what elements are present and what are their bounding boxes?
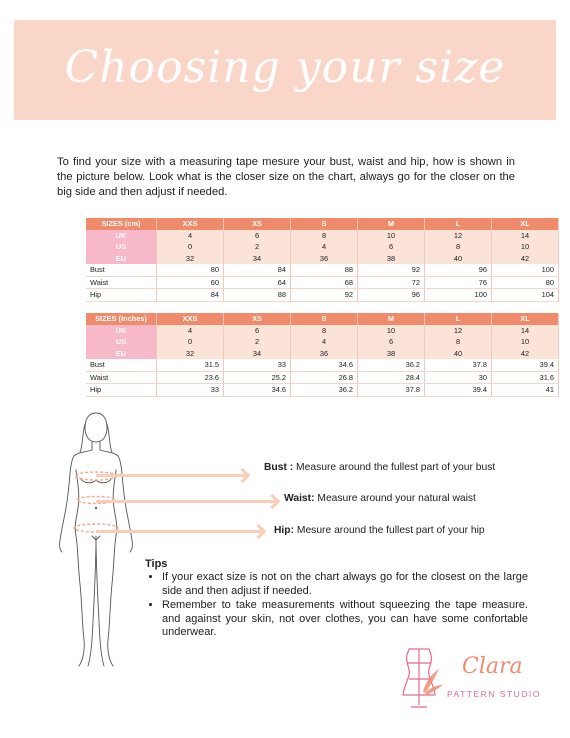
table-cell: 4 [291,336,358,348]
tips-title: Tips [145,558,168,570]
table-cell: 2 [224,241,291,253]
hip-label: Hip: [274,525,295,536]
dress-form-logo-icon [393,645,445,709]
table-cell: 31.6 [492,371,559,384]
header-cell: XS [224,218,291,230]
table-cell: 8 [425,336,492,348]
table-cell: 60 [157,276,224,289]
table-cell: 37.8 [425,359,492,371]
header-cell: L [425,218,492,230]
row-label: UK [86,230,157,242]
row-label: US [86,241,157,253]
header-cell: XL [492,313,559,325]
size-header-row [86,313,559,325]
measurement-row [86,276,559,289]
table-cell: 100 [492,264,559,276]
bust-text: Measure around the fullest part of your bust [293,462,496,473]
waist-arrow [96,500,276,503]
size-system-row [86,325,559,337]
table-cell: 8 [291,325,358,337]
table-cell: 10 [492,241,559,253]
table-cell: 88 [224,289,291,302]
row-label: Bust [86,264,157,276]
header-cell: SIZES (cm) [86,218,157,230]
measurement-row [86,371,559,384]
table-cell: 14 [492,325,559,337]
hip-arrow [96,530,262,533]
table-cell: 10 [358,325,425,337]
table-cell: 92 [358,264,425,276]
table-cell: 80 [492,276,559,289]
waist-text: Measure around your natural waist [314,493,476,504]
row-label: Bust [86,359,157,371]
table-cell: 34.6 [224,384,291,397]
table-cell: 39.4 [492,359,559,371]
bust-arrow [96,474,246,477]
measurement-row [86,384,559,397]
table-cell: 0 [157,241,224,253]
row-label: EU [86,348,157,360]
table-cell: 31.5 [157,359,224,371]
table-cell: 25.2 [224,371,291,384]
table-cell: 32 [157,253,224,265]
table-cell: 8 [291,230,358,242]
table-cell: 34.6 [291,359,358,371]
table-cell: 6 [224,325,291,337]
table-cell: 30 [425,371,492,384]
table-cell: 39.4 [425,384,492,397]
table-cell: 72 [358,276,425,289]
table-cell: 38 [358,253,425,265]
table-cell: 37.8 [358,384,425,397]
table-cell: 23.6 [157,371,224,384]
table-cell: 64 [224,276,291,289]
row-label: Waist [86,371,157,384]
table-cell: 38 [358,348,425,360]
tips-list [148,571,528,641]
brand-name: Clara [462,654,523,679]
hip-instruction [274,525,485,536]
table-cell: 84 [157,289,224,302]
size-table-inches [86,313,559,397]
header-cell: XL [492,218,559,230]
table-cell: 96 [358,289,425,302]
table-cell: 4 [291,241,358,253]
table-cell: 6 [358,241,425,253]
header-cell: L [425,313,492,325]
table-cell: 34 [224,253,291,265]
header-cell: XXS [157,313,224,325]
table-cell: 32 [157,348,224,360]
table-cell: 10 [358,230,425,242]
tip-item: • Remember to take measurements without squeezing the tape measure. and against your skin, not over clothes, you can have some confortable underwear. [162,599,528,640]
measurement-row [86,289,559,302]
row-label: US [86,336,157,348]
hip-text: Mesure around the fullest part of your hip [294,525,485,536]
table-cell: 6 [358,336,425,348]
size-system-row [86,348,559,360]
table-cell: 4 [157,325,224,337]
size-system-row [86,230,559,242]
header-cell: S [291,313,358,325]
table-cell: 36.2 [358,359,425,371]
table-cell: 28.4 [358,371,425,384]
table-cell: 104 [492,289,559,302]
header-cell: XS [224,313,291,325]
table-cell: 10 [492,336,559,348]
size-system-row [86,336,559,348]
table-cell: 12 [425,325,492,337]
table-cell: 76 [425,276,492,289]
bust-label: Bust : [264,462,294,473]
title-banner [14,20,556,120]
table-cell: 80 [157,264,224,276]
table-cell: 33 [224,359,291,371]
table-cell: 33 [157,384,224,397]
measurement-row [86,359,559,371]
table-cell: 36 [291,348,358,360]
bust-instruction [264,462,495,473]
header-cell: S [291,218,358,230]
table-cell: 92 [291,289,358,302]
row-label: UK [86,325,157,337]
table-cell: 68 [291,276,358,289]
table-cell: 41 [492,384,559,397]
size-system-row [86,241,559,253]
size-header-row [86,218,559,230]
table-cell: 26.8 [291,371,358,384]
table-cell: 96 [425,264,492,276]
table-cell: 12 [425,230,492,242]
row-label: Hip [86,289,157,302]
brand-subtitle: PATTERN STUDIO [447,689,541,699]
tip-item: • If your exact size is not on the chart always go for the closest on the large side and then adjust if needed. [162,571,528,598]
table-cell: 42 [492,253,559,265]
table-cell: 0 [157,336,224,348]
header-cell: M [358,218,425,230]
table-cell: 40 [425,348,492,360]
table-cell: 36.2 [291,384,358,397]
table-cell: 100 [425,289,492,302]
header-cell: M [358,313,425,325]
table-cell: 8 [425,241,492,253]
row-label: EU [86,253,157,265]
size-system-row [86,253,559,265]
intro-paragraph: To find your size with a measuring tape mesure your bust, waist and hip, how is shown in the picture below. Look what is the closer size on the chart, always go for the closer on the big side and then adjust if needed. [57,156,515,198]
table-cell: 14 [492,230,559,242]
table-cell: 40 [425,253,492,265]
header-cell: XXS [157,218,224,230]
header-cell: SIZES (Inches) [86,313,157,325]
table-cell: 4 [157,230,224,242]
table-cell: 6 [224,230,291,242]
waist-instruction [284,493,476,504]
table-cell: 36 [291,253,358,265]
table-cell: 34 [224,348,291,360]
table-cell: 88 [291,264,358,276]
table-cell: 42 [492,348,559,360]
body-figure-illustration [52,408,140,672]
row-label: Waist [86,276,157,289]
row-label: Hip [86,384,157,397]
table-cell: 2 [224,336,291,348]
waist-label: Waist: [284,493,315,504]
size-table-cm [86,218,559,302]
table-cell: 84 [224,264,291,276]
measurement-row [86,264,559,276]
page-title: Choosing your size [64,42,506,93]
